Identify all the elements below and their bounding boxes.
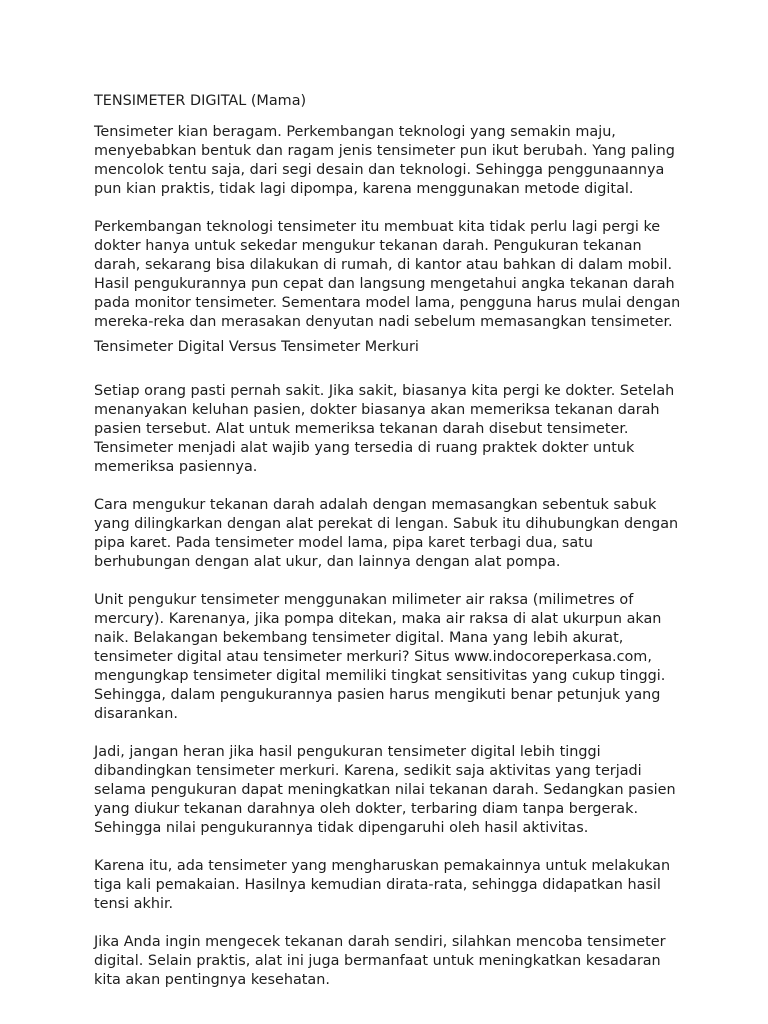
paragraph-line: yang dilingkarkan dengan alat perekat di lengan. Sabuk itu dihubungkan dengan [94,516,679,532]
paragraph-line: kita akan pentingnya kesehatan. [94,972,330,988]
paragraph-8 [94,933,694,990]
paragraph-line: tensi akhir. [94,896,174,912]
paragraph-line: pipa karet. Pada tensimeter model lama, pipa karet terbagi dua, satu [94,535,593,551]
paragraph-7 [94,857,694,914]
paragraph-line: selama pengukuran dapat meningkatkan nilai tekanan darah. Sedangkan pasien [94,782,676,798]
paragraph-line: disarankan. [94,706,178,722]
paragraph-line: mercury). Karenanya, jika pompa ditekan, maka air raksa di alat ukurpun akan [94,611,662,627]
paragraph-3 [94,382,694,477]
document-body [94,92,694,990]
paragraph-4 [94,496,694,572]
paragraph-line: menanyakan keluhan pasien, dokter biasanya akan memeriksa tekanan darah [94,402,660,418]
paragraph-line: Tensimeter kian beragam. Perkembangan teknologi yang semakin maju, [94,124,616,140]
paragraph-2 [94,218,694,332]
paragraph-line: pun kian praktis, tidak lagi dipompa, karena menggunakan metode digital. [94,181,634,197]
paragraph-line: darah, sekarang bisa dilakukan di rumah, di kantor atau bahkan di dalam mobil. [94,257,673,273]
paragraph-line: pasien tersebut. Alat untuk memeriksa tekanan darah disebut tensimeter. [94,421,629,437]
subheading-text: Tensimeter Digital Versus Tensimeter Merkuri [94,339,419,355]
paragraph-line: Tensimeter menjadi alat wajib yang tersedia di ruang praktek dokter untuk [94,440,635,456]
paragraph-line: Unit pengukur tensimeter menggunakan milimeter air raksa (milimetres of [94,592,634,608]
paragraph-line: menyebabkan bentuk dan ragam jenis tensimeter pun ikut berubah. Yang paling [94,143,675,159]
document-title [94,92,694,111]
paragraph-5 [94,591,694,724]
paragraph-line: tiga kali pemakaian. Hasilnya kemudian dirata-rata, sehingga didapatkan hasil [94,877,661,893]
paragraph-line: tensimeter digital atau tensimeter merkuri? Situs www.indocoreperkasa.com, [94,649,652,665]
paragraph-line: yang diukur tekanan darahnya oleh dokter, terbaring diam tanpa bergerak. [94,801,639,817]
paragraph-line: mencolok tentu saja, dari segi desain dan teknologi. Sehingga penggunaannya [94,162,665,178]
paragraph-6 [94,743,694,838]
title-text: TENSIMETER DIGITAL (Mama) [94,93,307,109]
paragraph-line: Cara mengukur tekanan darah adalah dengan memasangkan sebentuk sabuk [94,497,657,513]
paragraph-line: berhubungan dengan alat ukur, dan lainnya dengan alat pompa. [94,554,561,570]
paragraph-line: Jika Anda ingin mengecek tekanan darah sendiri, silahkan mencoba tensimeter [94,934,666,950]
paragraph-line: digital. Selain praktis, alat ini juga bermanfaat untuk meningkatkan kesadaran [94,953,661,969]
paragraph-line: pada monitor tensimeter. Sementara model lama, pengguna harus mulai dengan [94,295,681,311]
paragraph-line: Jadi, jangan heran jika hasil pengukuran tensimeter digital lebih tinggi [94,744,601,760]
paragraph-line: Sehingga, dalam pengukurannya pasien harus mengikuti benar petunjuk yang [94,687,661,703]
paragraph-line: mengungkap tensimeter digital memiliki tingkat sensitivitas yang cukup tinggi. [94,668,666,684]
paragraph-line: Hasil pengukurannya pun cepat dan langsung mengetahui angka tekanan darah [94,276,675,292]
paragraph-line: memeriksa pasiennya. [94,459,258,475]
paragraph-line: Karena itu, ada tensimeter yang mengharuskan pemakainnya untuk melakukan [94,858,671,874]
paragraph-line: dibandingkan tensimeter merkuri. Karena, sedikit saja aktivitas yang terjadi [94,763,642,779]
section-subheading [94,338,694,357]
paragraph-1 [94,123,694,199]
paragraph-line: Perkembangan teknologi tensimeter itu membuat kita tidak perlu lagi pergi ke [94,219,661,235]
paragraph-line: dokter hanya untuk sekedar mengukur tekanan darah. Pengukuran tekanan [94,238,642,254]
paragraph-line: naik. Belakangan bekembang tensimeter digital. Mana yang lebih akurat, [94,630,624,646]
paragraph-line: mereka-reka dan merasakan denyutan nadi sebelum memasangkan tensimeter. [94,314,673,330]
paragraph-line: Setiap orang pasti pernah sakit. Jika sakit, biasanya kita pergi ke dokter. Setelah [94,383,675,399]
paragraph-line: Sehingga nilai pengukurannya tidak dipengaruhi oleh hasil aktivitas. [94,820,589,836]
